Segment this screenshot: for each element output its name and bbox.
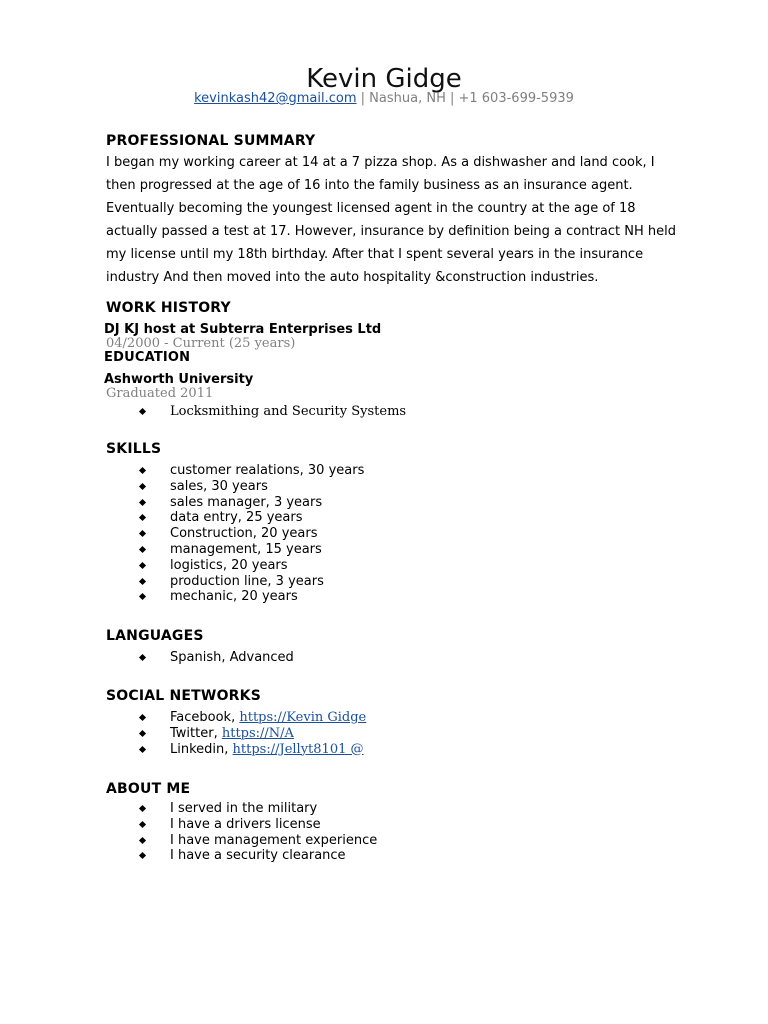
bullet-icon	[139, 730, 146, 737]
bullet-icon	[139, 483, 146, 490]
list-item: I have management experience	[0, 833, 377, 849]
bullet-icon	[139, 499, 146, 506]
job-title: DJ KJ host at Subterra Enterprises Ltd	[104, 322, 382, 337]
bullet-icon	[139, 562, 146, 569]
languages-heading: LANGUAGES	[106, 628, 204, 644]
skills-list	[0, 463, 364, 605]
bullet-icon	[139, 578, 146, 585]
list-item: management, 15 years	[0, 542, 364, 558]
bullet-icon	[139, 546, 146, 553]
candidate-name: Kevin Gidge	[306, 64, 462, 94]
bullet-icon	[139, 852, 146, 859]
summary-heading: PROFESSIONAL SUMMARY	[106, 133, 316, 149]
list-item: customer realations, 30 years	[0, 463, 364, 479]
list-item: sales, 30 years	[0, 479, 364, 495]
list-item: Construction, 20 years	[0, 526, 364, 542]
job-dates: 04/2000 - Current (25 years)	[106, 336, 296, 351]
list-item: I have a drivers license	[0, 817, 377, 833]
bullet-icon	[139, 805, 146, 812]
list-item: data entry, 25 years	[0, 510, 364, 526]
bullet-icon	[139, 514, 146, 521]
graduation-date: Graduated 2011	[106, 386, 214, 401]
list-item: Spanish, Advanced	[0, 650, 294, 666]
education-list	[0, 404, 406, 420]
social-networks-list	[0, 710, 366, 757]
education-heading: EDUCATION	[104, 350, 191, 365]
list-item: I have a security clearance	[0, 848, 377, 864]
list-item: logistics, 20 years	[0, 558, 364, 574]
bullet-icon	[139, 593, 146, 600]
bullet-icon	[139, 654, 146, 661]
list-item: Locksmithing and Security Systems	[0, 404, 406, 420]
list-item: Linkedin, https://Jellyt8101 @	[0, 742, 366, 758]
languages-list	[0, 650, 294, 666]
list-item: production line, 3 years	[0, 574, 364, 590]
school-name: Ashworth University	[104, 372, 254, 387]
bullet-icon	[139, 837, 146, 844]
skills-heading: SKILLS	[106, 441, 162, 457]
bullet-icon	[139, 714, 146, 721]
linkedin-link[interactable]: https://Jellyt8101 @	[232, 741, 364, 757]
bullet-icon	[139, 746, 146, 753]
list-item: mechanic, 20 years	[0, 589, 364, 605]
social-networks-heading: SOCIAL NETWORKS	[106, 688, 261, 704]
facebook-link[interactable]: https://Kevin Gidge	[239, 710, 367, 725]
contact-details: | Nashua, NH | +1 603-699-5939	[356, 91, 574, 106]
email-link[interactable]: kevinkash42@gmail.com	[194, 91, 357, 106]
contact-line	[0, 90, 768, 108]
bullet-icon	[139, 467, 146, 474]
work-history-heading: WORK HISTORY	[106, 300, 231, 316]
list-item: I served in the military	[0, 801, 377, 817]
list-item: sales manager, 3 years	[0, 495, 364, 511]
bullet-icon	[139, 408, 146, 415]
about-me-heading: ABOUT ME	[106, 781, 191, 797]
bullet-icon	[139, 530, 146, 537]
bullet-icon	[139, 821, 146, 828]
list-item: Twitter, https://N/A	[0, 726, 366, 742]
about-me-list	[0, 801, 377, 864]
list-item: Facebook, https://Kevin Gidge	[0, 710, 366, 726]
summary-text: I began my working career at 14 at a 7 pizza shop. As a dishwasher and land cook, I then progressed at the age of 16 into the family business as an insurance agent. Eventually becoming the youngest licensed agent in the country at the age of 18 actually passed a test at 17. However, insurance by definition being a contract NH held my license until my 18th birthday. After that I spent several years in the insurance industry And then moved into the auto hospitality &construction industries.	[106, 155, 677, 285]
twitter-link[interactable]: https://N/A	[221, 725, 294, 741]
